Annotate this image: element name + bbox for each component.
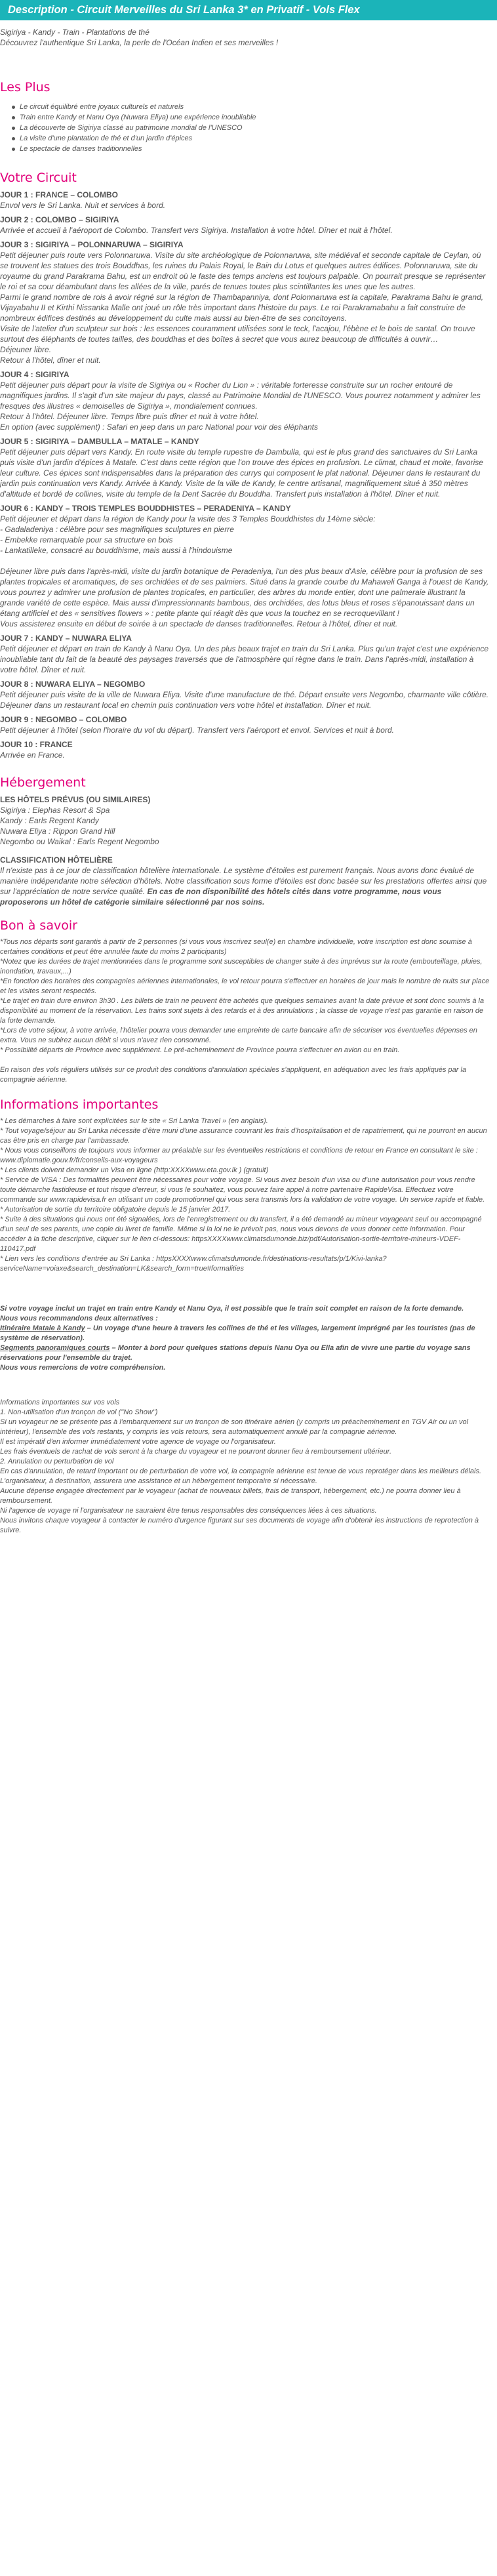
section-title-plus: Les Plus [0,80,50,94]
day-title: JOUR 1 : FRANCE – COLOMBO [0,190,119,199]
day-text: Déjeuner libre. [0,345,52,354]
bon-line: *Tous nos départs sont garantis à partir de 2 personnes (si vous vous inscrivez seul(e) en chambre individuelle, votre inscription est donc soumise à certaines conditions et peut être annulée faute du moins 2 participants) [0,938,472,956]
list-item: La découverte de Sigiriya classé au patrimoine mondial de l'UNESCO [20,123,490,133]
list-item: Train entre Kandy et Nanu Oya (Nuwara Eliya) une expérience inoubliable [20,112,490,123]
day-text: Retour à l'hôtel, dîner et nuit. [0,356,101,365]
day-title: JOUR 3 : SIGIRIYA – POLONNARUWA – SIGIRIYA [0,240,184,249]
train-alt1-label: Itinéraire Matale à Kandy [0,1324,85,1332]
train-alt1-text: – Un voyage d'une heure à travers les collines de thé et les villages, largement imprégné par les touristes (pas de système de réservation). [0,1324,475,1342]
list-item: Le circuit équilibré entre joyaux culturels et naturels [20,102,490,112]
bon-line: En raison des vols réguliers utilisés sur ce produit des conditions d'annulation spéciales s'appliquent, en adéquation avec les frais appliqués par la compagnie aérienne. [0,1066,467,1084]
day-title: JOUR 5 : SIGIRIYA – DAMBULLA – MATALE – KANDY [0,437,199,446]
hotels-subtitle: LES HÔTELS PRÉVUS (OU SIMILAIRES) [0,795,151,804]
info-line: * Lien vers les conditions d'entrée au Sri Lanka : httpsXXXXwww.climatsdumonde.fr/destinations-resultats/p/1/Kivi-lanka?serviceName=voiaxe&search_destination=LK&search_form=true#formalities [0,1255,387,1273]
flight-info-line: Les frais éventuels de rachat de vols seront à la charge du voyageur et ne pourront donner lieu à remboursement ultérieur. [0,1448,391,1456]
train-notice [0,1304,490,1373]
train-alt2-text: – Monter à bord pour quelques stations depuis Nanu Oya ou Ella afin de vivre une partie du voyage sans réservations pour l'ensemble du trajet. [0,1344,471,1362]
info-line: * Tout voyage/séjour au Sri Lanka nécessite d'être muni d'une assurance couvrant les frais d'hospitalisation et de rapatriement, qui ne pourront en aucun cas être pris en charge par l'ambassade. [0,1127,487,1145]
flight-info-line: 2. Annulation ou perturbation de vol [0,1458,114,1465]
train-alt2 [0,1343,490,1363]
flight-info [0,1398,490,1536]
bon-line [0,1055,490,1065]
day-text: Petit déjeuner puis départ pour la visite de Sigiriya ou « Rocher du Lion » : véritable forteresse construite sur un rocher entouré de magnifiques jardins. Il s'agit d'un site majeur du pays, classé au Patrimoine Mondial de l'UNESCO. Vous pourrez notamment y admirer les fresques des illustres « demoiselles de Sigiriya », mondialement connues. [0,380,481,411]
info-line: * Les démarches à faire sont explicitées sur le site « Sri Lanka Travel » (en anglais). [0,1117,268,1125]
day-title: JOUR 8 : NUWARA ELIYA – NEGOMBO [0,680,146,689]
info-line: * Suite à des situations qui nous ont été signalées, lors de l'enregistrement ou du transfert, il a été demandé au mineur voyageant seul ou accompagné d'un seul de ses parents, une copie du livret de famille. Même si la loi ne le prévoit pas, nous vous devons de vous donner cette information. Pour accéder à la fiche descriptive, cliquer sur le lien ci-dessous: httpsXXXXwww.climatsdumonde.biz/pdf/Autorisation-sortie-territoire-mineurs-VDEF-110417.pdf [0,1216,482,1253]
infos-importantes [0,1116,490,1274]
flight-info-line: En cas d'annulation, de retard important ou de perturbation de votre vol, la compagnie aérienne est tenue de vous reprotéger dans les meilleurs délais. [0,1467,482,1475]
info-line: * Nous vous conseillons de toujours vous informer au préalable sur les éventuelles restrictions et conditions de retour en France en consultant le site : www.diplomatie.gouv.fr/fr/conseils-aux-voyageurs [0,1147,478,1164]
bon-line: *Lors de votre séjour, à votre arrivée, l'hôtelier pourra vous demander une empreinte de carte bancaire afin de sécuriser vos éventuelles dépenses en extra. Vous ne subirez aucun débit si vous n'avez rien consommé. [0,1027,477,1044]
flight-info-line: Nous invitons chaque voyageur à contacter le numéro d'urgence figurant sur ses documents de voyage afin d'obtenir les instructions de reprotection à suivre. [0,1517,479,1534]
day-text: - Lankatilleke, consacré au bouddhisme, mais aussi à l'hindouisme [0,546,233,555]
day-title: JOUR 4 : SIGIRIYA [0,370,70,379]
flight-info-line: Il est impératif d'en informer immédiatement votre agence de voyage ou l'organisateur. [0,1438,276,1446]
section-title-infos: Informations importantes [0,1097,159,1112]
day-text: En option (avec supplément) : Safari en jeep dans un parc National pour voir des éléphants [0,422,318,432]
info-line: * Autorisation de sortie du territoire obligatoire depuis le 15 janvier 2017. [0,1206,231,1214]
day-title: JOUR 2 : COLOMBO – SIGIRIYA [0,215,119,224]
train-alt1 [0,1324,490,1343]
section-title-circuit: Votre Circuit [0,171,77,185]
day-text: Arrivée en France. [0,750,65,760]
circuit-days [0,190,490,760]
flight-info-line: L'organisateur, à destination, assurera une assistance et un hébergement temporaire si nécessaire. [0,1477,317,1485]
day-text: - Gadaladeniya : célèbre pour ses magnifiques sculptures en pierre [0,525,234,534]
hotel-item: Kandy : Earls Regent Kandy [0,816,99,825]
day-text: Petit déjeuner puis visite de la ville de Nuwara Eliya. Visite d'une manufacture de thé. Départ ensuite vers Negombo, charmante ville côtière. Déjeuner dans un restaurant local en chemin puis continuation vers votre hôtel et installation. Dîner et nuit. [0,690,489,710]
section-title-bon: Bon à savoir [0,918,77,933]
classification-note: En cas de non disponibilité des hôtels cités dans votre programme, nous vous proposerons un hôtel de catégorie similaire sélectionné par nos soins. [0,887,442,907]
day-text: Retour à l'hôtel. Déjeuner libre. Temps libre puis dîner et nuit à votre hôtel. [0,412,259,421]
info-line: * Service de VISA : Des formalités peuvent être nécessaires pour votre voyage. Si vous avez besoin d'un visa ou d'une autorisation pour vous rendre toute démarche fastidieuse et tout risque d'erreur, si vous le souhaitez, vous pouvez faire appel à notre partenaire RapideVisa. Effectuez votre commande sur www.rapidevisa.fr en utilisant un code promotionnel qui vous sera transmis lors la validation de votre voyage. Un service rapide et fiable. [0,1176,485,1204]
day-title: JOUR 9 : NEGOMBO – COLOMBO [0,715,127,724]
day-text [0,556,490,566]
day-text: Petit déjeuner à l'hôtel (selon l'horaire du vol du départ). Transfert vers l'aéroport et envol. Services et nuit à bord. [0,726,394,735]
flight-info-line: 1. Non-utilisation d'un tronçon de vol ("No Show") [0,1408,158,1416]
day-text: Visite de l'atelier d'un sculpteur sur bois : les essences couramment utilisées sont le teck, l'acajou, l'ébène et le bois de santal. On trouve surtout des éléphants de toutes tailles, des bouddhas et des boîtes à secret que vous aurez beaucoup de difficultés à ouvrir… [0,324,475,344]
flight-info-line: Informations importantes sur vos vols [0,1399,120,1406]
bon-a-savoir [0,937,490,1085]
bon-line: *En fonction des horaires des compagnies aériennes internationales, le vol retour pourra s'effectuer en horaires de jour mais le nombre de nuits sur place et les visites seront respectés. [0,977,490,995]
flight-info-line: Si un voyageur ne se présente pas à l'embarquement sur un tronçon de son itinéraire aérien (y compris un préacheminement en TGV Air ou un vol intérieur), l'ensemble des vols restants, y compris les vols retours, sera automatiquement annulé par la compagnie aérienne. [0,1418,469,1436]
day-text: Déjeuner libre puis dans l'après-midi, visite du jardin botanique de Peradeniya, l'un des plus beaux d'Asie, célèbre pour la profusion de ses plantes tropicales et aromatiques, de ses orchidées et de ses palmiers. Situé dans la grande courbe du Mahaweli Ganga à l'ouest de Kandy, vous pourrez y admirer une profusion de plantes tropicales, en particulier, des arbres du monde entier, dont une palmeraie illustrant la grande variété de cette espèce. Mais aussi d'impressionnants bambous, des orchidées, des lotus bleus et roses s'épanouissant dans un étang artificiel et des « sensitives flowers » : petite plante qui réagit dès que vous la touchez en se recroquevillant ! [0,567,489,618]
classification-body: Il n'existe pas à ce jour de classification hôtelière internationale. Le système d'étoiles est purement français. Nous avons donc évalué de manière indépendante notre sélection d'hôtels. Notre classification sous forme d'étoiles est donc basée sur les prestations offertes ainsi que sur l'appréciation de notre service qualité. [0,866,487,896]
day-text: Petit déjeuner et départ dans la région de Kandy pour la visite des 3 Temples Bouddhistes du 14ème siècle: [0,514,376,523]
day-text: Vous assisterez ensuite en début de soirée à un spectacle de danses traditionnelles. Retour à l'hôtel, dîner et nuit. [0,619,398,628]
bon-line: * Possibilité départs de Province avec supplément. Le pré-acheminement de Province pourra s'effectuer en avion ou en train. [0,1046,400,1054]
day-text: Arrivée et accueil à l'aéroport de Colombo. Transfert vers Sigiriya. Installation à votre hôtel. Dîner et nuit à l'hôtel. [0,226,393,235]
day-title: JOUR 6 : KANDY – TROIS TEMPLES BOUDDHISTES – PERADENIYA – KANDY [0,504,291,513]
intro-line: Sigiriya - Kandy - Train - Plantations de thé [0,28,149,37]
section-title-hebergement: Hébergement [0,775,86,790]
hotel-item: Negombo ou Waikal : Earls Regent Negombo [0,837,159,846]
bon-line: *Le trajet en train dure environ 3h30 . Les billets de train ne peuvent être achetés que quelques semaines avant la date prévue et sont donc soumis à la disponibilité au moment de la réservation. Les trains sont sujets à des retards et à des annulations ; la classe de voyage n'est pas garantie en raison de la forte demande. [0,997,485,1025]
flight-info-line: Ni l'agence de voyage ni l'organisateur ne sauraient être tenus responsables des conséquences liées à ces situations. [0,1507,377,1515]
day-text: Envol vers le Sri Lanka. Nuit et services à bord. [0,201,166,210]
info-line: * Les clients doivent demander un Visa en ligne (http:XXXXwww.eta.gov.lk ) (gratuit) [0,1166,269,1174]
content [0,27,497,1536]
flight-info-line: Aucune dépense engagée directement par le voyageur (achat de nouveaux billets, frais de transport, hébergement, etc.) ne pourra donner lieu à remboursement. [0,1487,461,1505]
day-text: - Embekke remarquable pour sa structure en bois [0,535,173,544]
list-item: La visite d'une plantation de thé et d'un jardin d'épices [20,133,490,144]
day-text: Petit déjeuner et départ en train de Kandy à Nanu Oya. Un des plus beaux trajet en train du Sri Lanka. Plus qu'un trajet c'est une expérience inoubliable tant du fait de la beauté des paysages traversés que de l'atmosphère qui règne dans le train. Dans l'après-midi, installation à votre hôtel. Dîner et nuit. [0,644,489,674]
intro-line: Découvrez l'authentique Sri Lanka, la perle de l'Océan Indien et ses merveilles ! [0,38,279,47]
hotel-item: Sigiriya : Elephas Resort & Spa [0,806,110,815]
train-p2: Nous vous recommandons deux alternatives : [0,1315,158,1322]
bon-line: *Notez que les durées de trajet mentionnées dans le programme sont susceptibles de changer suite à des imprévus sur la route (embouteillage, pluies, inondation, travaux,...) [0,958,483,975]
train-alt2-label: Segments panoramiques courts [0,1344,110,1352]
day-text: Petit déjeuner puis route vers Polonnaruwa. Visite du site archéologique de Polonnaruwa, site médiéval et seconde capitale de Ceylan, où se trouvent les statues des trois Bouddhas, les ruines du Palais Royal, le Bain du Lotus et quelques autres édifices. Polonnaruwa, site du royaume du grand Parakrama Bahu, est un endroit où le faste des temps anciens est toujours palpable. On pourrait presque se représenter le roi et sa cour déambulant dans les allées de la ville, parés de tenues toutes plus scintillantes les unes que les autres. [0,251,486,291]
classification-text [0,865,490,907]
hotel-item: Nuwara Eliya : Rippon Grand Hill [0,827,115,836]
day-text: Petit déjeuner puis départ vers Kandy. En route visite du temple rupestre de Dambulla, qui est le plus grand des sanctuaires du Sri Lanka puis visite d'un jardin d'épices à Matale. C'est dans cette région que l'on trouve des épices en profusion. Le climat, chaud et moite, favorise leur culture. Ces épices sont indispensables dans la préparation des currys qui composent le plat national. Déjeuner dans le restaurant du jardin puis continuation vers Kandy. Arrivée à Kandy. Visite de la ville de Kandy, le centre artisanal, magnifiquement situé à 350 mètres d'altitude et bordé de collines, visite du temple de la Dent Sacrée du Bouddha. Transfert puis installation à l'hôtel. Dîner et nuit. [0,447,483,499]
day-title: JOUR 10 : FRANCE [0,740,73,749]
intro [0,27,490,48]
plus-list [0,102,490,154]
list-item: Le spectacle de danses traditionnelles [20,144,490,154]
day-title: JOUR 7 : KANDY – NUWARA ELIYA [0,634,132,643]
classification-title: CLASSIFICATION HÔTELIÈRE [0,855,113,865]
day-text: Parmi le grand nombre de rois à avoir régné sur la région de Thambapanniya, dont Polonnaruwa est la capitale, Parakrama Bahu le grand, Vijayabahu II et Kirthi Nissanka Malle ont joué un rôle très important dans l'histoire du pays. Le roi Parakramabahu a fait construire de nombreux édifices destinés au développement du culte mais aussi au bien-être de ses concitoyens. [0,293,484,323]
train-p3: Nous vous remercions de votre compréhension. [0,1364,166,1372]
train-p1: Si votre voyage inclut un trajet en train entre Kandy et Nanu Oya, il est possible que le train soit complet en raison de la forte demande. [0,1305,464,1313]
page-title: Description - Circuit Merveilles du Sri Lanka 3* en Privatif - Vols Flex [0,0,497,20]
